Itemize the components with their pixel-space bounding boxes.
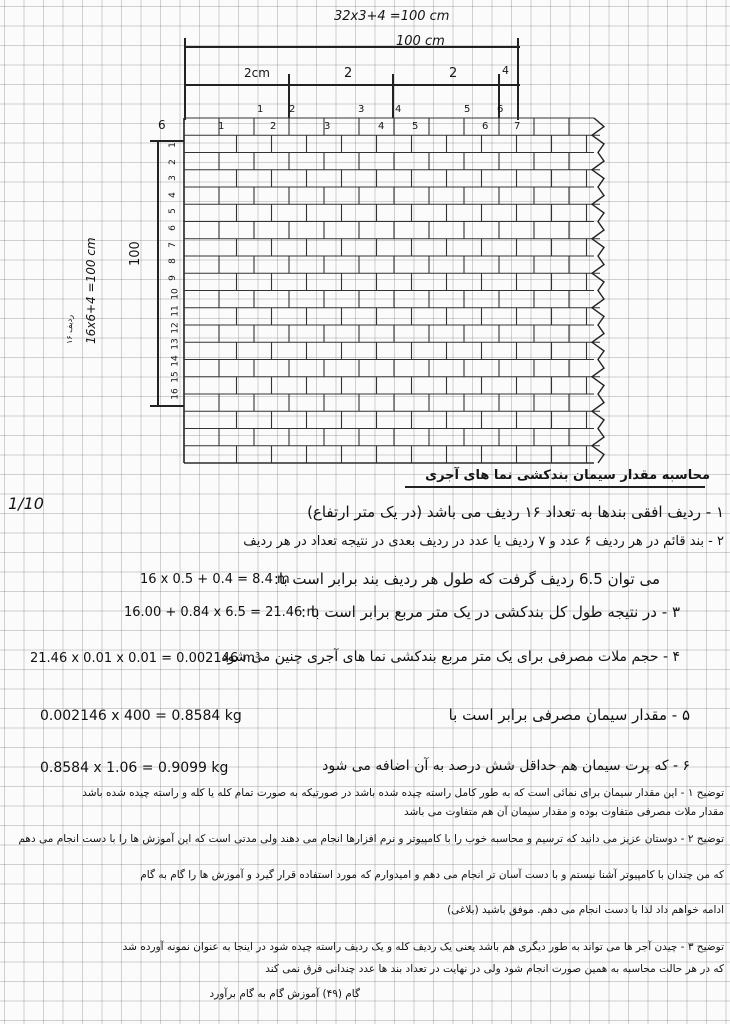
note-2b: که من چندان با کامپیوتر آشنا نیستم و با دست آسان تر انجام می دهم و امیدوارم که مورد استفاده قرار گیرد و آموزش ها را گام به گام (140, 869, 724, 881)
row-number: 9 (167, 274, 178, 281)
height-dimension-line (157, 140, 159, 406)
margin-mark: 1/10 (8, 494, 44, 513)
dim-tick (517, 38, 519, 120)
top-number: 2 (289, 104, 296, 115)
note-2a: توضیح ۲ - دوستان عزیز می دانید که ترسیم و محاسبه خوب را با کامپیوتر و نرم افزارها انجام می دهند ولی مدتی است که این آموزش ها را با دست انجام می دهم (18, 833, 724, 845)
item-6: ۶ - که پرت سیمان هم حداقل شش درصد به آن اضافه می شود (322, 758, 690, 774)
note-2c: ادامه خواهم داد لذا با دست انجام می دهم. موفق باشید (بلاغی) (447, 904, 724, 916)
row-number: 10 (170, 288, 181, 301)
seg-label-3: 2 (449, 66, 458, 81)
brick-number: 1 (218, 121, 225, 132)
item-3: ۳ - در نتیجه طول کل بندکشی در یک متر مربع برابر است با : (301, 603, 680, 621)
brick-number: 7 (514, 121, 521, 132)
seg-label-2: 2 (344, 66, 353, 81)
formula-6: 0.8584 x 1.06 = 0.9099 kg (40, 760, 229, 776)
row-number: 2 (167, 158, 178, 165)
formula-4: 21.46 x 0.01 x 0.01 = 0.002146 m³ (30, 651, 261, 666)
top-formula: 32x3+4 =100 cm (334, 9, 450, 24)
row-number: 15 (170, 371, 181, 384)
top-number: 4 (395, 104, 402, 115)
top-number: 6 (497, 104, 504, 115)
row-number: 7 (167, 241, 178, 248)
top-number: 1 (257, 104, 264, 115)
row-number: 13 (170, 338, 181, 350)
item-2b: می توان 6.5 ردیف گرفت که طول هر ردیف بند برابر است با: (273, 570, 660, 588)
width-label: 100 cm (396, 34, 445, 49)
row-number: 4 (167, 191, 178, 198)
note-1a: توضیح ۱ - این مقدار سیمان برای نمائی است که به طور کامل راسته چیده شده باشد در صورتیکه به صورت تمام کله یا کله و راسته چیده شده باشد (82, 787, 724, 799)
brick-number: 5 (412, 121, 419, 132)
brick-number: 3 (324, 121, 331, 132)
brick-wall-drawing (184, 118, 608, 463)
height-note: ردیف ۱۶ (65, 314, 74, 344)
segment-dimension-line (185, 84, 520, 86)
calc-heading: محاسبه مقدار سیمان بندکشی نما های آجری (425, 468, 710, 483)
row-number: 1 (167, 142, 178, 148)
width-dimension-line (185, 46, 520, 48)
note-3a: توضیح ۳ - چیدن آجر ها می تواند به طور دیگری هم باشد یعنی یک ردیف کله و یک ردیف راسته چیده شود در اینجا به عنوان نمونه آورده شد (122, 941, 724, 953)
row-number: 14 (170, 355, 181, 367)
formula-3: 16.00 + 0.84 x 6.5 = 21.46 m (124, 605, 320, 620)
row-number: 12 (170, 321, 181, 334)
item-2: ۲ - بند قائم در هر ردیف ۶ عدد و ۷ ردیف یا عدد در ردیف بعدی در نتیجه تعداد در هر ردیف (243, 534, 724, 549)
row-number: 8 (167, 258, 178, 265)
item-4: ۴ - حجم ملات مصرفی برای یک متر مربع بندکشی نما های آجری چنین می شود (221, 649, 680, 665)
row-number: 11 (170, 305, 181, 317)
note-1b: مقدار ملات مصرفی متفاوت بوده و مقدار سیمان آن هم متفاوت می باشد (403, 806, 724, 818)
note-3b: که در هر حالت محاسبه به همین صورت انجام شود ولی در نهایت در تعداد بند ها عدد چندانی فرق نمی کند (265, 963, 724, 975)
seg-label-4: 4 (502, 64, 509, 77)
footer-note: گام (۴۹) آموزش گام به گام برآورد (209, 988, 360, 1000)
top-number: 5 (464, 104, 471, 115)
brick-number: 2 (270, 121, 277, 132)
row-number: 6 (167, 225, 178, 231)
row-number: 3 (167, 175, 178, 182)
brick-number: 4 (378, 121, 385, 132)
item-1: ۱ - ردیف افقی بندها به تعداد ۱۶ ردیف می باشد (در یک متر ارتفاع) (307, 503, 724, 521)
seg-label-1: 2cm (244, 66, 270, 80)
dim-tick (184, 38, 186, 120)
row-number: 16 (170, 388, 181, 400)
heading-underline (405, 486, 705, 488)
height-label: 100 (128, 241, 143, 266)
brick-number: 6 (482, 121, 489, 132)
formula-5: 0.002146 x 400 = 0.8584 kg (40, 708, 242, 724)
top-number: 3 (358, 104, 365, 115)
formula-2: 16 x 0.5 + 0.4 = 8.4 m (140, 572, 290, 587)
dim-tick (150, 405, 184, 407)
height-formula: 16x6+4 =100 cm (84, 237, 98, 344)
row-number: 5 (167, 208, 178, 215)
dim-tick (392, 74, 394, 118)
item-5: ۵ - مقدار سیمان مصرفی برابر است با (448, 706, 690, 724)
corner-label: 6 (158, 118, 166, 132)
